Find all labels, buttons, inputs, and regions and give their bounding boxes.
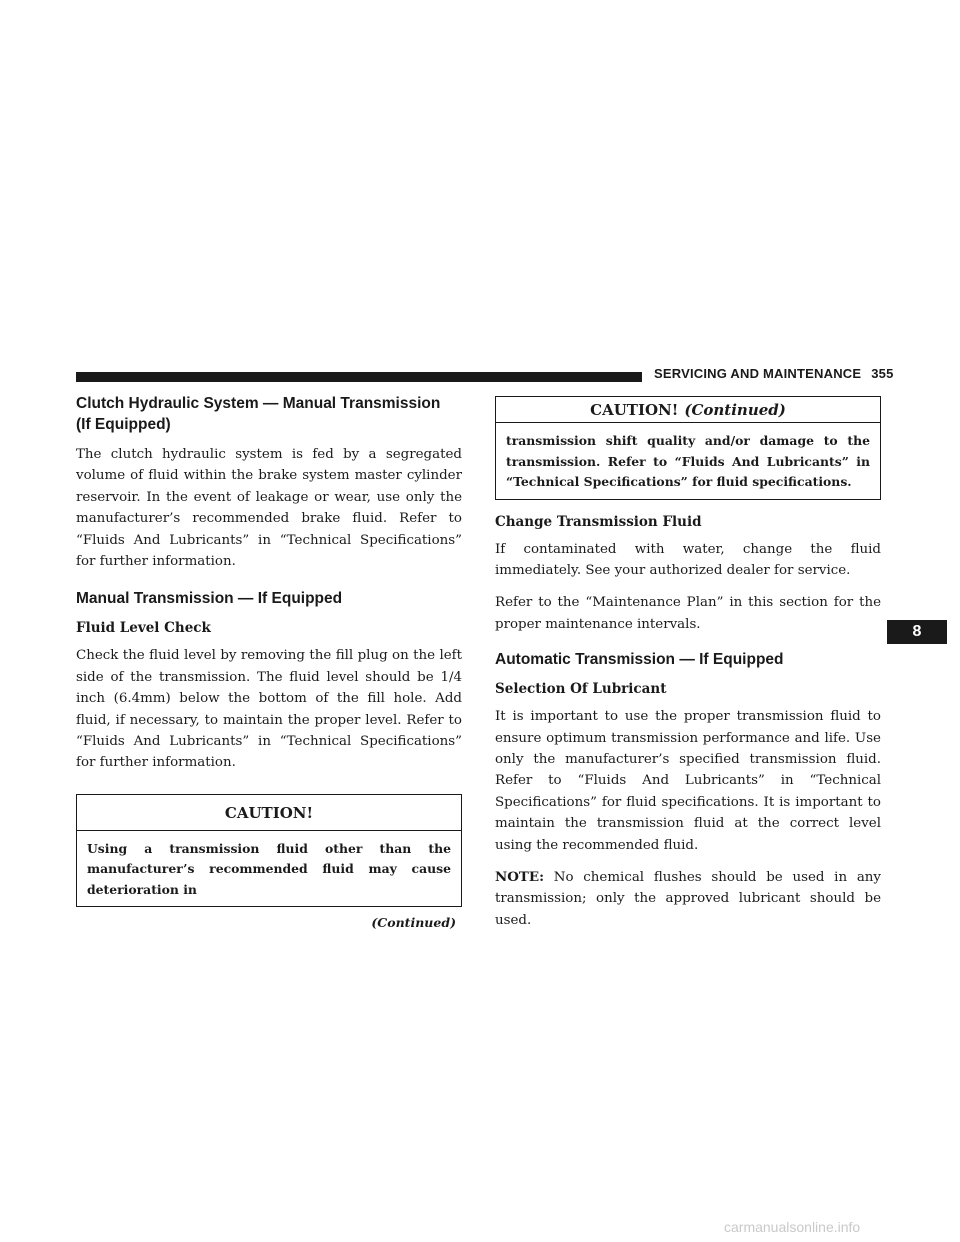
clutch-paragraph: The clutch hydraulic system is fed by a segregated volume of fluid within the brake system master cylinder reservoir. In the event of leakage or wear, use only the manufacturer’s recommended brake fluid. Refer to “Fluids And Lubricants” in “Technical Specifications” for further information. bbox=[76, 447, 462, 570]
fluid-level-subheading: Fluid Level Check bbox=[76, 620, 211, 637]
caution-continued-title bbox=[496, 397, 880, 423]
header-rule bbox=[76, 372, 642, 382]
continued-label: (Continued) bbox=[371, 915, 456, 931]
caution-text: Using a transmission fluid other than the manufacturer’s recommended fluid may cause deterioration in bbox=[87, 840, 451, 897]
note-paragraph bbox=[495, 867, 881, 931]
note-text: No chemical flushes should be used in any transmission; only the approved lubricant should be used. bbox=[495, 869, 881, 928]
chapter-tab: 8 bbox=[887, 620, 947, 644]
change-fluid-subheading: Change Transmission Fluid bbox=[495, 513, 702, 530]
fluid-level-paragraph: Check the fluid level by removing the fill plug on the left side of the transmission. The fluid level should be 1/4 inch (6.4mm) below the bottom of the fill hole. Add fluid, if necessary, to maintain the proper level. Refer to “Fluids And Lubricants” in “Technical Specifications” for further information. bbox=[76, 648, 462, 771]
caution-continued-text: transmission shift quality and/or damage to the transmission. Refer to “Fluids And Lubricants” in “Technical Specifications” for fluid specifications. bbox=[506, 433, 870, 489]
caution-box bbox=[76, 794, 462, 908]
left-column bbox=[76, 393, 462, 930]
page-number: 355 bbox=[871, 366, 894, 381]
clutch-heading-line2: (If Equipped) bbox=[76, 416, 171, 433]
lubricant-subheading: Selection Of Lubricant bbox=[495, 681, 667, 698]
note-label: NOTE: bbox=[495, 868, 545, 885]
caution-continued-title-text: CAUTION! bbox=[590, 401, 679, 419]
watermark: carmanualsonline.info bbox=[724, 1219, 861, 1235]
section-title: SERVICING AND MAINTENANCE bbox=[654, 366, 862, 381]
manual-transmission-heading: Manual Transmission — If Equipped bbox=[76, 590, 343, 608]
caution-title: CAUTION! bbox=[77, 795, 461, 831]
right-column bbox=[495, 396, 881, 942]
caution-continued-box bbox=[495, 396, 881, 500]
lubricant-paragraph: It is important to use the proper transmission fluid to ensure optimum transmission performance and life. Use only the manufacturer’s specified transmission fluid. Refer to “Fluids And Lubricants” in “Technical Specifications” for fluid specifications. It is important to maintain the transmission fluid at the correct level using the recommended fluid. bbox=[495, 709, 881, 853]
clutch-heading-line1: Clutch Hydraulic System — Manual Transmission bbox=[76, 395, 441, 412]
running-header bbox=[654, 366, 894, 381]
change-fluid-paragraph: If contaminated with water, change the fluid immediately. See your authorized dealer for service. bbox=[495, 541, 881, 578]
maintenance-plan-paragraph: Refer to the “Maintenance Plan” in this section for the proper maintenance intervals. bbox=[495, 595, 881, 632]
caution-continued-suffix: (Continued) bbox=[684, 401, 786, 419]
clutch-hydraulic-heading bbox=[76, 393, 462, 435]
automatic-transmission-heading: Automatic Transmission — If Equipped bbox=[495, 651, 784, 669]
